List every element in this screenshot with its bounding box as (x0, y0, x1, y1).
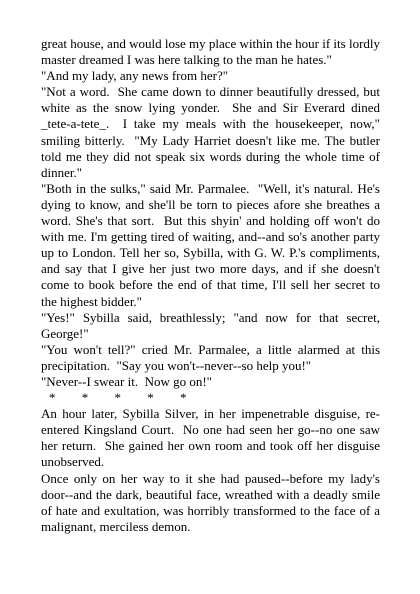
paragraph: "Both in the sulks," said Mr. Parmalee. "Well, it's natural. He's dying to know, and she'll be torn to pieces afore she breathes a word. She's that sort. But this shyin' and holding off won't do with me. I'm getting tired of waiting, and--and so's another party up to London. Tell her so, Sybilla, with G. W. P.'s compliments, and say that I give her just two more days, and if she doesn't come to book before the end of that time, I'll sell her secret to the highest bidder." (41, 180, 384, 309)
paragraph: great house, and would lose my place within the hour if its lordly master dreamed I was here talking to the man he hates." (41, 36, 384, 68)
paragraph: "Not a word. She came down to dinner beautifully dressed, but white as the snow lying yonder. She and Sir Everard dined _tete-a-tete_. I take my meals with the housekeeper, now," smiling bitterly. "My Lady Harriet doesn't like me. The butler told me they did not speak six words during the whole time of dinner." (41, 84, 384, 180)
paragraph: "You won't tell?" cried Mr. Parmalee, a little alarmed at this precipitation. "Say you won't--never--so help you!" (41, 341, 384, 373)
section-separator: * * * * * (49, 390, 187, 406)
paragraph: Once only on her way to it she had paused--before my lady's door--and the dark, beautiful face, wreathed with a deadly smile of hate and exultation, was horribly transformed to the face of a malignant, merciless demon. (41, 470, 384, 534)
paragraph: An hour later, Sybilla Silver, in her impenetrable disguise, re-entered Kingsland Court. No one had seen her go--no one saw her return. She gained her own room and took off her disguise unobserved. (41, 406, 384, 470)
paragraph: "And my lady, any news from her?" (41, 68, 229, 84)
paragraph: "Never--I swear it. Now go on!" (41, 373, 212, 389)
paragraph: "Yes!" Sybilla said, breathlessly; "and now for that secret, George!" (41, 309, 384, 341)
document-page (41, 36, 384, 535)
